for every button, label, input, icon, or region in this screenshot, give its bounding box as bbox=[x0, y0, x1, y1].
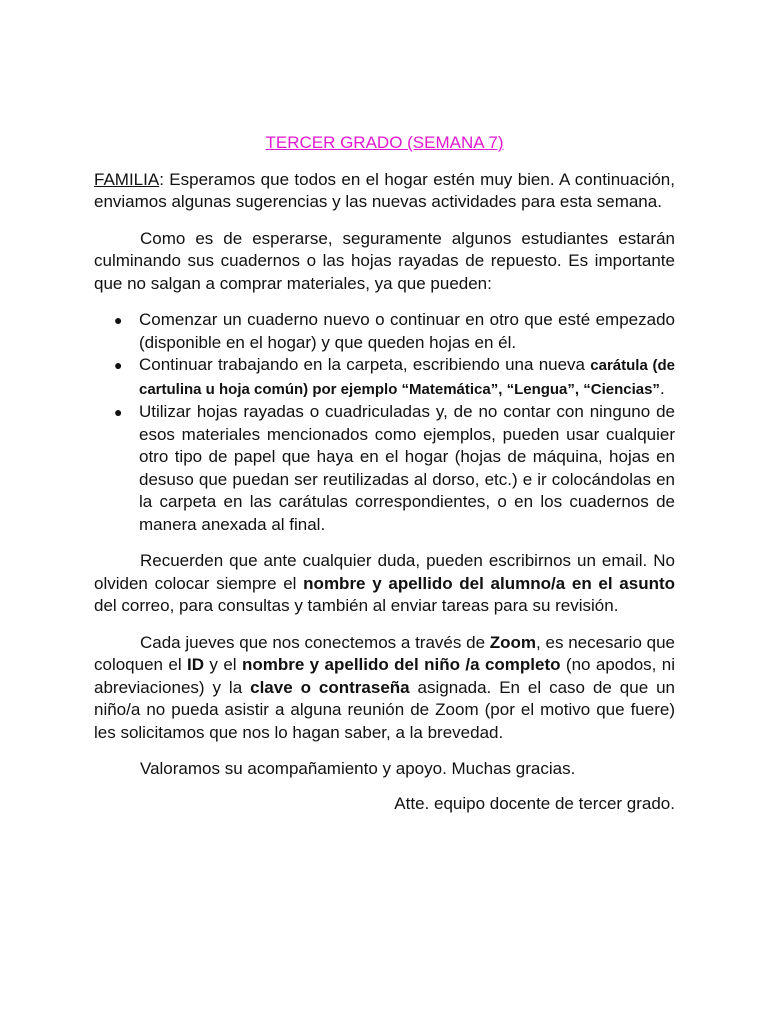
text-run: del correo, para consultas y también al enviar tareas para su revisión. bbox=[94, 596, 619, 615]
page-title: TERCER GRADO (SEMANA 7) bbox=[265, 133, 504, 152]
list-item-bold-text: carátula (de cartulina u hoja común) por ejemplo “Matemática”, “Lengua”, “Ciencias” bbox=[139, 357, 676, 398]
intro-paragraph bbox=[94, 169, 675, 214]
intro-text: : Esperamos que todos en el hogar estén muy bien. A continuación, enviamos algunas sugerencias y las nuevas actividades para esta semana. bbox=[94, 169, 675, 211]
text-run: Recuerden que ante cualquier duda, pueden escribirnos un email. No olviden colocar siempre el bbox=[94, 551, 675, 593]
intro-label: FAMILIA bbox=[94, 169, 160, 189]
bullet-icon: ● bbox=[114, 404, 123, 420]
text-run: Cada jueves que nos conectemos a través de bbox=[140, 632, 490, 652]
text-run: asignada. En el caso de que un niño/a no pueda asistir a alguna reunión de Zoom (por el motivo que fuere) les solicitamos que nos lo hagan saber, a la brevedad. bbox=[94, 677, 676, 742]
list-item-text: Comenzar un cuaderno nuevo o continuar en otro que esté empezado (disponible en el hogar) y que queden hojas en él. bbox=[139, 310, 675, 352]
paragraph-thanks: Valoramos su acompañamiento y apoyo. Muchas gracias. bbox=[140, 759, 576, 778]
paragraph-email bbox=[94, 550, 675, 618]
bold-run: nombre y apellido del alumno/a en el asunto bbox=[303, 573, 676, 593]
paragraph-materials: Como es de esperarse, seguramente algunos estudiantes estarán culminando sus cuadernos o las hojas rayadas de repuesto. Es importante que no salgan a comprar materiales, ya que pueden: bbox=[94, 228, 675, 293]
list-item-text: . bbox=[659, 378, 665, 398]
list-item bbox=[94, 309, 675, 354]
bullet-icon: ● bbox=[114, 357, 123, 373]
list-item-text: Utilizar hojas rayadas o cuadriculadas y, de no contar con ninguno de esos materiales mencionados como ejemplos, pueden usar cualquier otro tipo de papel que haya en el hogar (hojas de máquina, hojas en desuso que puedan ser reutilizadas al dorso, etc.) e ir colocándolas en la carpeta en las carátulas correspondientes, o en los cuadernos de manera anexada al final. bbox=[139, 402, 675, 534]
text-run: (no apodos, ni abreviaciones) y la bbox=[94, 655, 676, 697]
bold-run: Zoom bbox=[489, 632, 537, 652]
text-run: , es necesario que coloquen el bbox=[94, 632, 676, 674]
list-item-text: Continuar trabajando en la carpeta, escribiendo una nueva bbox=[139, 355, 591, 374]
paragraph-zoom bbox=[94, 632, 675, 745]
text-run: y el bbox=[204, 655, 242, 674]
bold-run: nombre y apellido del niño /a completo bbox=[241, 655, 561, 674]
list-item bbox=[94, 354, 675, 401]
bullet-icon: ● bbox=[114, 312, 123, 328]
bold-run: clave o contraseña bbox=[250, 677, 410, 697]
suggestions-list bbox=[94, 309, 675, 536]
document-body bbox=[94, 132, 675, 815]
bold-run: ID bbox=[187, 655, 205, 674]
signature: Atte. equipo docente de tercer grado. bbox=[394, 793, 675, 813]
list-item bbox=[94, 401, 675, 536]
